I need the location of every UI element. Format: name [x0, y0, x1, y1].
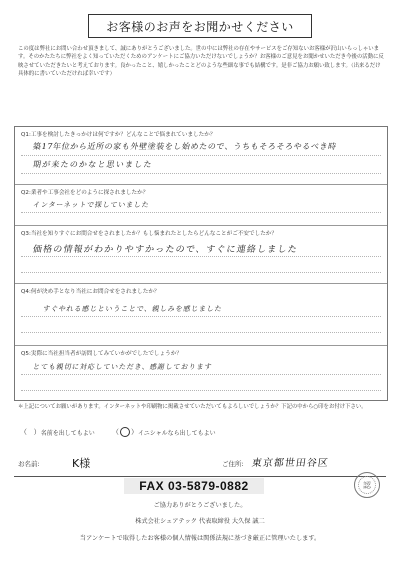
- handwritten-answer-q4: すぐやれる感じということで、親しみを感じました: [42, 305, 223, 313]
- question-section-q4: [15, 283, 387, 346]
- name-label: お名前:: [18, 460, 40, 468]
- checkbox-bracket: （ ）: [20, 428, 41, 436]
- question-label-q3: Q3:当社を知りすぐにお問合せをされましたか？もし悩まれたとしたらどんなことがご不安でしたか？: [21, 231, 277, 237]
- intro-paragraph: この度は弊社にお問い合わせ頂きまして、誠にありがとうございました。世の中には弊社の存在やサービスをご存知ないお客様が沢山いらっしゃいます。そのかたたちに弊社をよく知っていただくためのアンケートにご協力いただけないでしょうか？お客様のご意見をお聞かせいただき今後の活動に反映させていただきたいと考えております。良かったこと、嬉しかったことどのような些細な事でも結構です。是非ご協力お願い致します。（出来るだけ具体的に書いていただければ幸いです）: [18, 46, 384, 78]
- seal-stamp-icon: [354, 472, 380, 498]
- respondent-info-row: [14, 454, 386, 477]
- question-label-q1: Q1:工事を検討したきっかけは何ですか？どんなことで悩まれていましたか？: [21, 132, 216, 138]
- handwritten-answer-q3: 価格の情報がわかりやすかったので、すぐに連絡しました: [31, 245, 299, 255]
- seal-stamp-text: 認: [363, 480, 371, 490]
- company-signature: 株式会社シェアテック 代表取締役 大久保 誠二: [135, 518, 265, 525]
- handwritten-answer-q1-line2: 期が来たのかなと思いました: [32, 160, 154, 169]
- checkbox-bracket: （: [112, 428, 119, 436]
- answer-rule: [21, 316, 381, 317]
- consent-text: ＊上記についてお願いがあります。インターネットや印刷物に掲載させていただいてもよろしいでしょうか？下記の中から○印をお付け下さい。: [18, 404, 367, 410]
- consent-option-initial[interactable]: [112, 427, 216, 437]
- question-section-q3: [15, 225, 387, 284]
- option-name-label: 名前を出してもよい: [40, 429, 95, 437]
- question-label-q5: Q5:実際に当社担当者が訪問してみていかがでしたでしょうか？: [21, 351, 182, 357]
- consent-option-name[interactable]: [20, 427, 95, 437]
- question-section-q2: [15, 184, 387, 226]
- answer-rule: [21, 374, 381, 375]
- answer-rule: [21, 256, 381, 257]
- address-label: ご住所:: [222, 460, 244, 468]
- question-label-q2: Q2:業者や工事会社をどのように探されましたか？: [21, 190, 149, 196]
- circle-selection-mark-icon: [120, 427, 130, 437]
- handwritten-answer-q5: とても親切に対応していただき、感謝しております: [32, 363, 213, 371]
- answer-rule: [21, 272, 381, 273]
- answer-rule: [21, 173, 381, 174]
- answer-rule: [21, 332, 381, 333]
- respondent-address: 東京都世田谷区: [250, 458, 330, 469]
- answer-rule: [21, 390, 381, 391]
- question-label-q4: Q4:何が決め手となり当社にお問合せをされましたか？: [21, 289, 160, 295]
- handwritten-answer-q1-line1: 築17年位から近所の家も外壁塗装をし始めたので、うちもそろそろやるべき時: [32, 142, 338, 151]
- answer-rule: [21, 212, 381, 213]
- respondent-name: K様: [72, 457, 91, 470]
- question-section-q5: [15, 345, 387, 401]
- seal-stamp-inner: [358, 476, 376, 494]
- questionnaire-box: [14, 126, 388, 401]
- form-title: お客様のお声をお聞かせください: [88, 14, 312, 38]
- privacy-notice: 当アンケートで取得したお客様の個人情報は関係法規に基づき厳正に管理いたします。: [79, 535, 321, 542]
- checkbox-bracket: ）: [131, 428, 138, 436]
- fax-number: FAX 03-5879-0882: [124, 478, 264, 494]
- question-section-q1: [15, 127, 387, 184]
- consent-options: [20, 427, 320, 441]
- handwritten-answer-q2: インターネットで探していました: [32, 201, 151, 209]
- answer-rule: [21, 155, 381, 156]
- option-initial-label: イニシャルなら出してもよい: [138, 429, 216, 437]
- thanks-text: ご協力ありがとうございました。: [153, 502, 247, 509]
